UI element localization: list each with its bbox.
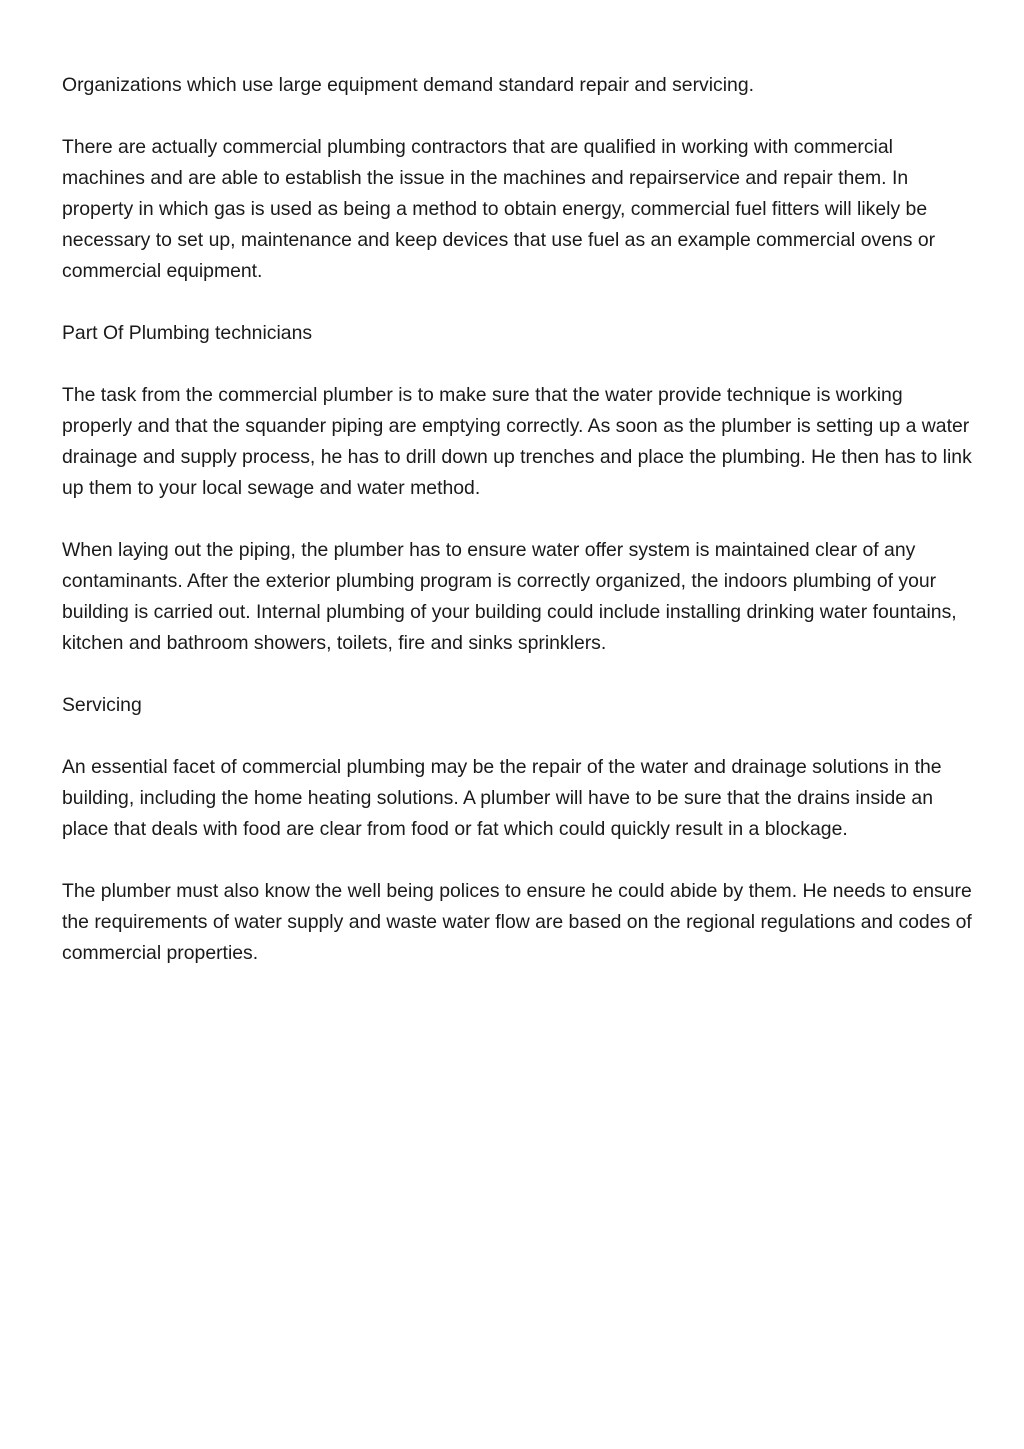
paragraph-piping: When laying out the piping, the plumber has to ensure water offer system is maintained clear of any contaminants. After the exterior plumbing program is correctly organized, the indoors plumbing of your building is carried out. Internal plumbing of your building could include installing drinking water fountains, kitchen and bathroom showers, toilets, fire and sinks sprinklers. [62, 539, 957, 654]
paragraph-plumber-task: The task from the commercial plumber is to make sure that the water provide technique is working properly and that the squander piping are emptying correctly. As soon as the plumber is setting up a water drainage and supply process, he has to drill down up trenches and place the plumbing. He then has to link up them to your local sewage and water method. [62, 384, 972, 499]
paragraph-contractors: There are actually commercial plumbing contractors that are qualified in working with commercial machines and are able to establish the issue in the machines and repairservice and repair them. In property in which gas is used as being a method to obtain energy, commercial fuel fitters will likely be necessary to set up, maintenance and keep devices that use fuel as an example commercial ovens or commercial equipment. [62, 136, 936, 282]
paragraph-repair: An essential facet of commercial plumbing may be the repair of the water and drainage solutions in the building, including the home heating solutions. A plumber will have to be sure that the drains inside an place that deals with food are clear from food or fat which could quickly result in a blockage. [62, 756, 942, 840]
section-heading-plumbing-technicians: Part Of Plumbing technicians [62, 322, 313, 344]
document-body [62, 70, 972, 1000]
section-heading-servicing: Servicing [62, 694, 142, 716]
paragraph-regulations: The plumber must also know the well being polices to ensure he could abide by them. He needs to ensure the requirements of water supply and waste water flow are based on the regional regulations and codes of commercial properties. [62, 880, 972, 964]
paragraph-intro: Organizations which use large equipment demand standard repair and servicing. [62, 74, 754, 96]
